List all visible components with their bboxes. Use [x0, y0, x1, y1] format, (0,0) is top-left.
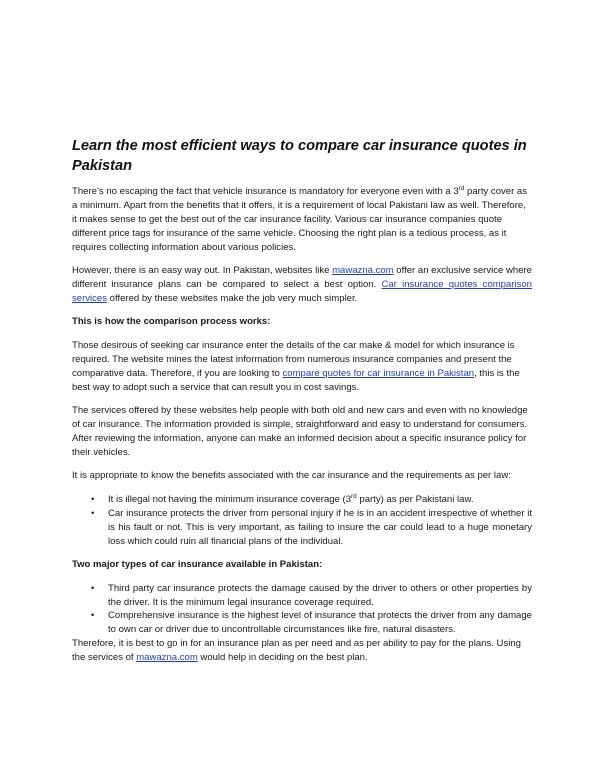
list-item [72, 582, 532, 610]
insurance-types-heading: Two major types of car insurance available in Pakistan: [72, 559, 323, 571]
insurance-types-list [72, 582, 532, 638]
services-paragraph: The services offered by these websites help people with both old and new cars and even with no knowledge of car insurance. The information provided is simple, straightforward and easy to understand for consumers. After reviewing the information, anyone can make an informed decision about a specific insurance policy for their vehicles. [72, 405, 528, 458]
bullet-icon: • [91, 610, 95, 622]
conclusion-text-start: Therefore, it is best to go in for an insurance plan as per need and as per ability to pay for the plans. Using the services of [72, 638, 521, 664]
process-text-end: , this is the best way to adopt such a service that can result you in cost savings. [72, 367, 520, 393]
mawazna-link[interactable]: mawazna.com [332, 265, 394, 277]
comparison-text-middle: offer an exclusive service where different insurance plans can be compared to select a best option. [72, 265, 532, 291]
bullet-icon: • [91, 507, 95, 519]
process-paragraph [72, 339, 532, 395]
comparison-text-start: However, there is an easy way out. In Pakistan, websites like [72, 265, 333, 277]
comparison-paragraph [72, 264, 532, 306]
list-item-text-end: party) as per Pakistani law. [356, 493, 474, 505]
bullet-icon: • [91, 582, 95, 594]
ordinal-suffix: rd [458, 185, 465, 192]
benefits-intro-paragraph: It is appropriate to know the benefits associated with the car insurance and the requirements as per law: [72, 470, 511, 482]
bullet-icon: • [91, 493, 95, 505]
process-heading: This is how the comparison process works: [72, 316, 271, 328]
conclusion-text-end: would help in deciding on the best plan. [197, 652, 368, 664]
intro-paragraph [72, 185, 532, 255]
article-title: Learn the most efficient ways to compare car insurance quotes in Pakistan [72, 138, 527, 174]
conclusion-paragraph [72, 637, 532, 665]
ordinal-suffix: rd [351, 492, 357, 500]
compare-quotes-link[interactable]: compare quotes for car insurance in Pakistan [282, 367, 475, 379]
benefits-list [72, 493, 532, 549]
intro-text-start: There’s no escaping the fact that vehicle insurance is mandatory for everyone even with a 3 [72, 186, 459, 197]
list-item-text: Comprehensive insurance is the highest level of insurance that protects the driver from any damage to own car or driver due to uncontrollable circumstances like fire, natural disasters. [108, 610, 532, 636]
comparison-services-link[interactable]: Car insurance quotes comparison services [72, 279, 532, 304]
list-item [72, 507, 532, 549]
mawazna-link[interactable]: mawazna.com [136, 652, 198, 664]
list-item [72, 493, 532, 507]
list-item [72, 609, 532, 637]
article-body [72, 137, 532, 675]
process-text-start: Those desirous of seeking car insurance enter the details of the car make & model for which insurance is required. The website mines the latest information from numerous insurance companies and present the comparative data. Therefore, if you are looking to [72, 339, 515, 379]
list-item-text: Third party car insurance protects the damage caused by the driver to others or other properties by the driver. It is the minimum legal insurance coverage required. [108, 582, 532, 608]
comparison-text-end: offered by these websites make the job very much simpler. [107, 292, 358, 304]
intro-text-end: party cover as a minimum. Apart from the benefits that it offers, it is a requirement of local Pakistani law as well. Therefore, it makes sense to get the best out of the car insurance facility. Various car insurance companies quote different price tags for insurance of the same vehicle. Choosing the right plan is a tedious process, as it requires collecting information about various policies. [72, 186, 528, 253]
list-item-text-start: It is illegal not having the minimum insurance coverage (3 [108, 493, 352, 505]
list-item-text: Car insurance protects the driver from personal injury if he is in an accident irrespective of whether it is his fault or not. This is very important, as failing to insure the car could lead to a huge monetary loss which could ruin all financial plans of the individual. [108, 507, 532, 547]
